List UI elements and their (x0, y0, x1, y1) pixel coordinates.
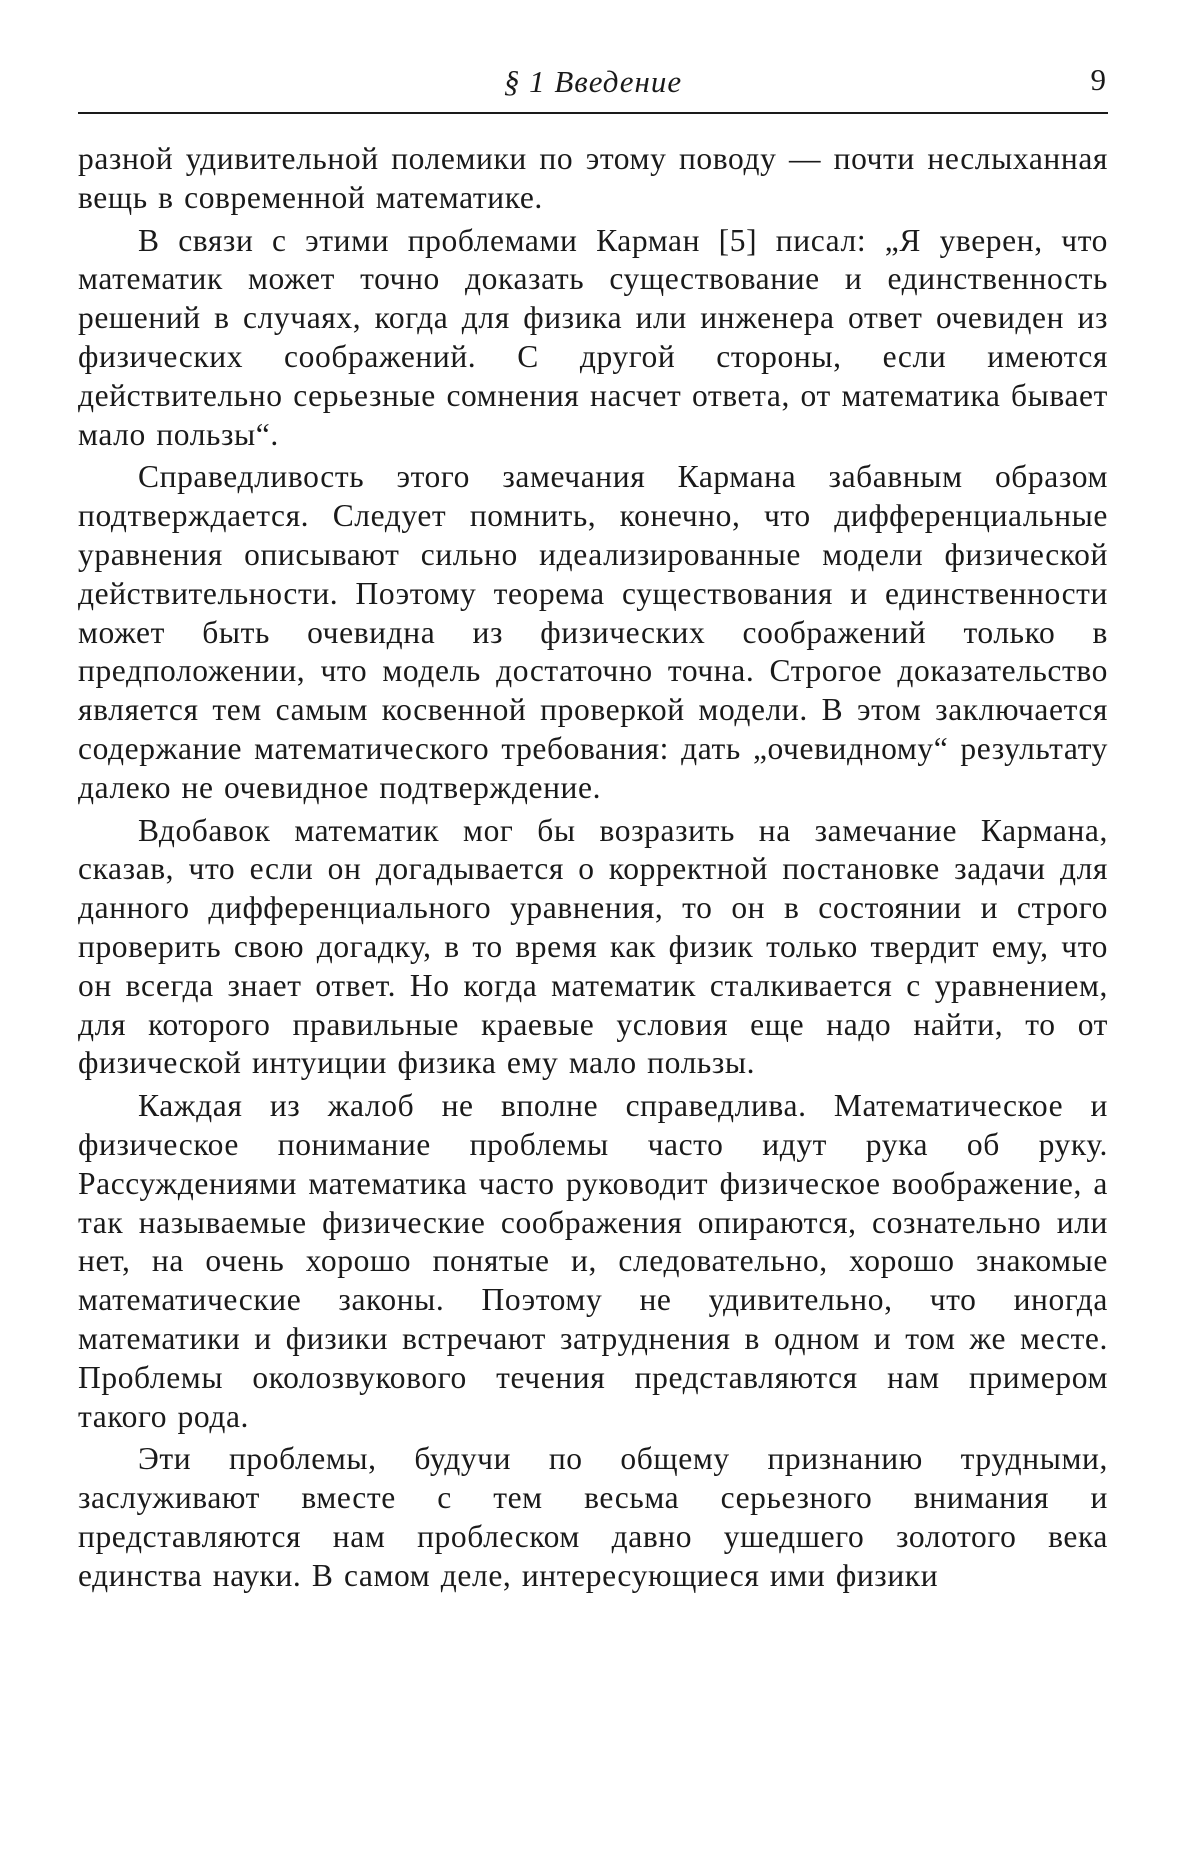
paragraph: Эти проблемы, будучи по общему признанию трудными, заслуживают вместе с тем весьма серьезного внимания и представляются нам проблеском давно ушедшего золотого века единства науки. В самом деле, интересующиеся ими физики (78, 1441, 1108, 1593)
running-header (78, 60, 1108, 114)
paragraph: Справедливость этого замечания Кармана забавным образом подтверждается. Следует помнить, конечно, что дифференциальные уравнения описывают сильно идеализированные модели физической действительности. Поэтому теорема существования и единственности может быть очевидна из физических соображений только в предположении, что модель достаточно точна. Строгое доказательство является тем самым косвенной проверкой модели. В этом заключается содержание математического требования: дать „очевидному“ результату далеко не очевидное подтверждение. (78, 459, 1108, 805)
section-title: § 1 Введение (503, 64, 683, 99)
body-text (78, 140, 1108, 1595)
page-content (78, 60, 1108, 1840)
paragraph: В связи с этими проблемами Карман [5] писал: „Я уверен, что математик может точно доказать существование и единственность решений в случаях, когда для физика или инженера ответ очевиден из физических соображений. С другой стороны, если имеются действительно серьезные сомнения насчет ответа, от математика бывает мало пользы“. (78, 222, 1108, 452)
paragraph: разной удивительной полемики по этому поводу — почти неслыханная вещь в современной математике. (78, 141, 1108, 215)
paragraph: Каждая из жалоб не вполне справедлива. Математическое и физическое понимание проблемы часто идут рука об руку. Рассуждениями математика часто руководит физическое воображение, а так называемые физические соображения опираются, сознательно или нет, на очень хорошо понятые и, следовательно, хорошо знакомые математические законы. Поэтому не удивительно, что иногда математики и физики встречают затруднения в одном и том же месте. Проблемы околозвукового течения представляются нам примером такого рода. (78, 1088, 1108, 1434)
paragraph: Вдобавок математик мог бы возразить на замечание Кармана, сказав, что если он догадывается о корректной постановке задачи для данного дифференциального уравнения, то он в состоянии и строго проверить свою догадку, в то время как физик только твердит ему, что он всегда знает ответ. Но когда математик сталкивается с уравнением, для которого правильные краевые условия еще надо найти, то от физической интуиции физика ему мало пользы. (78, 812, 1108, 1081)
page-number: 9 (1090, 62, 1106, 97)
